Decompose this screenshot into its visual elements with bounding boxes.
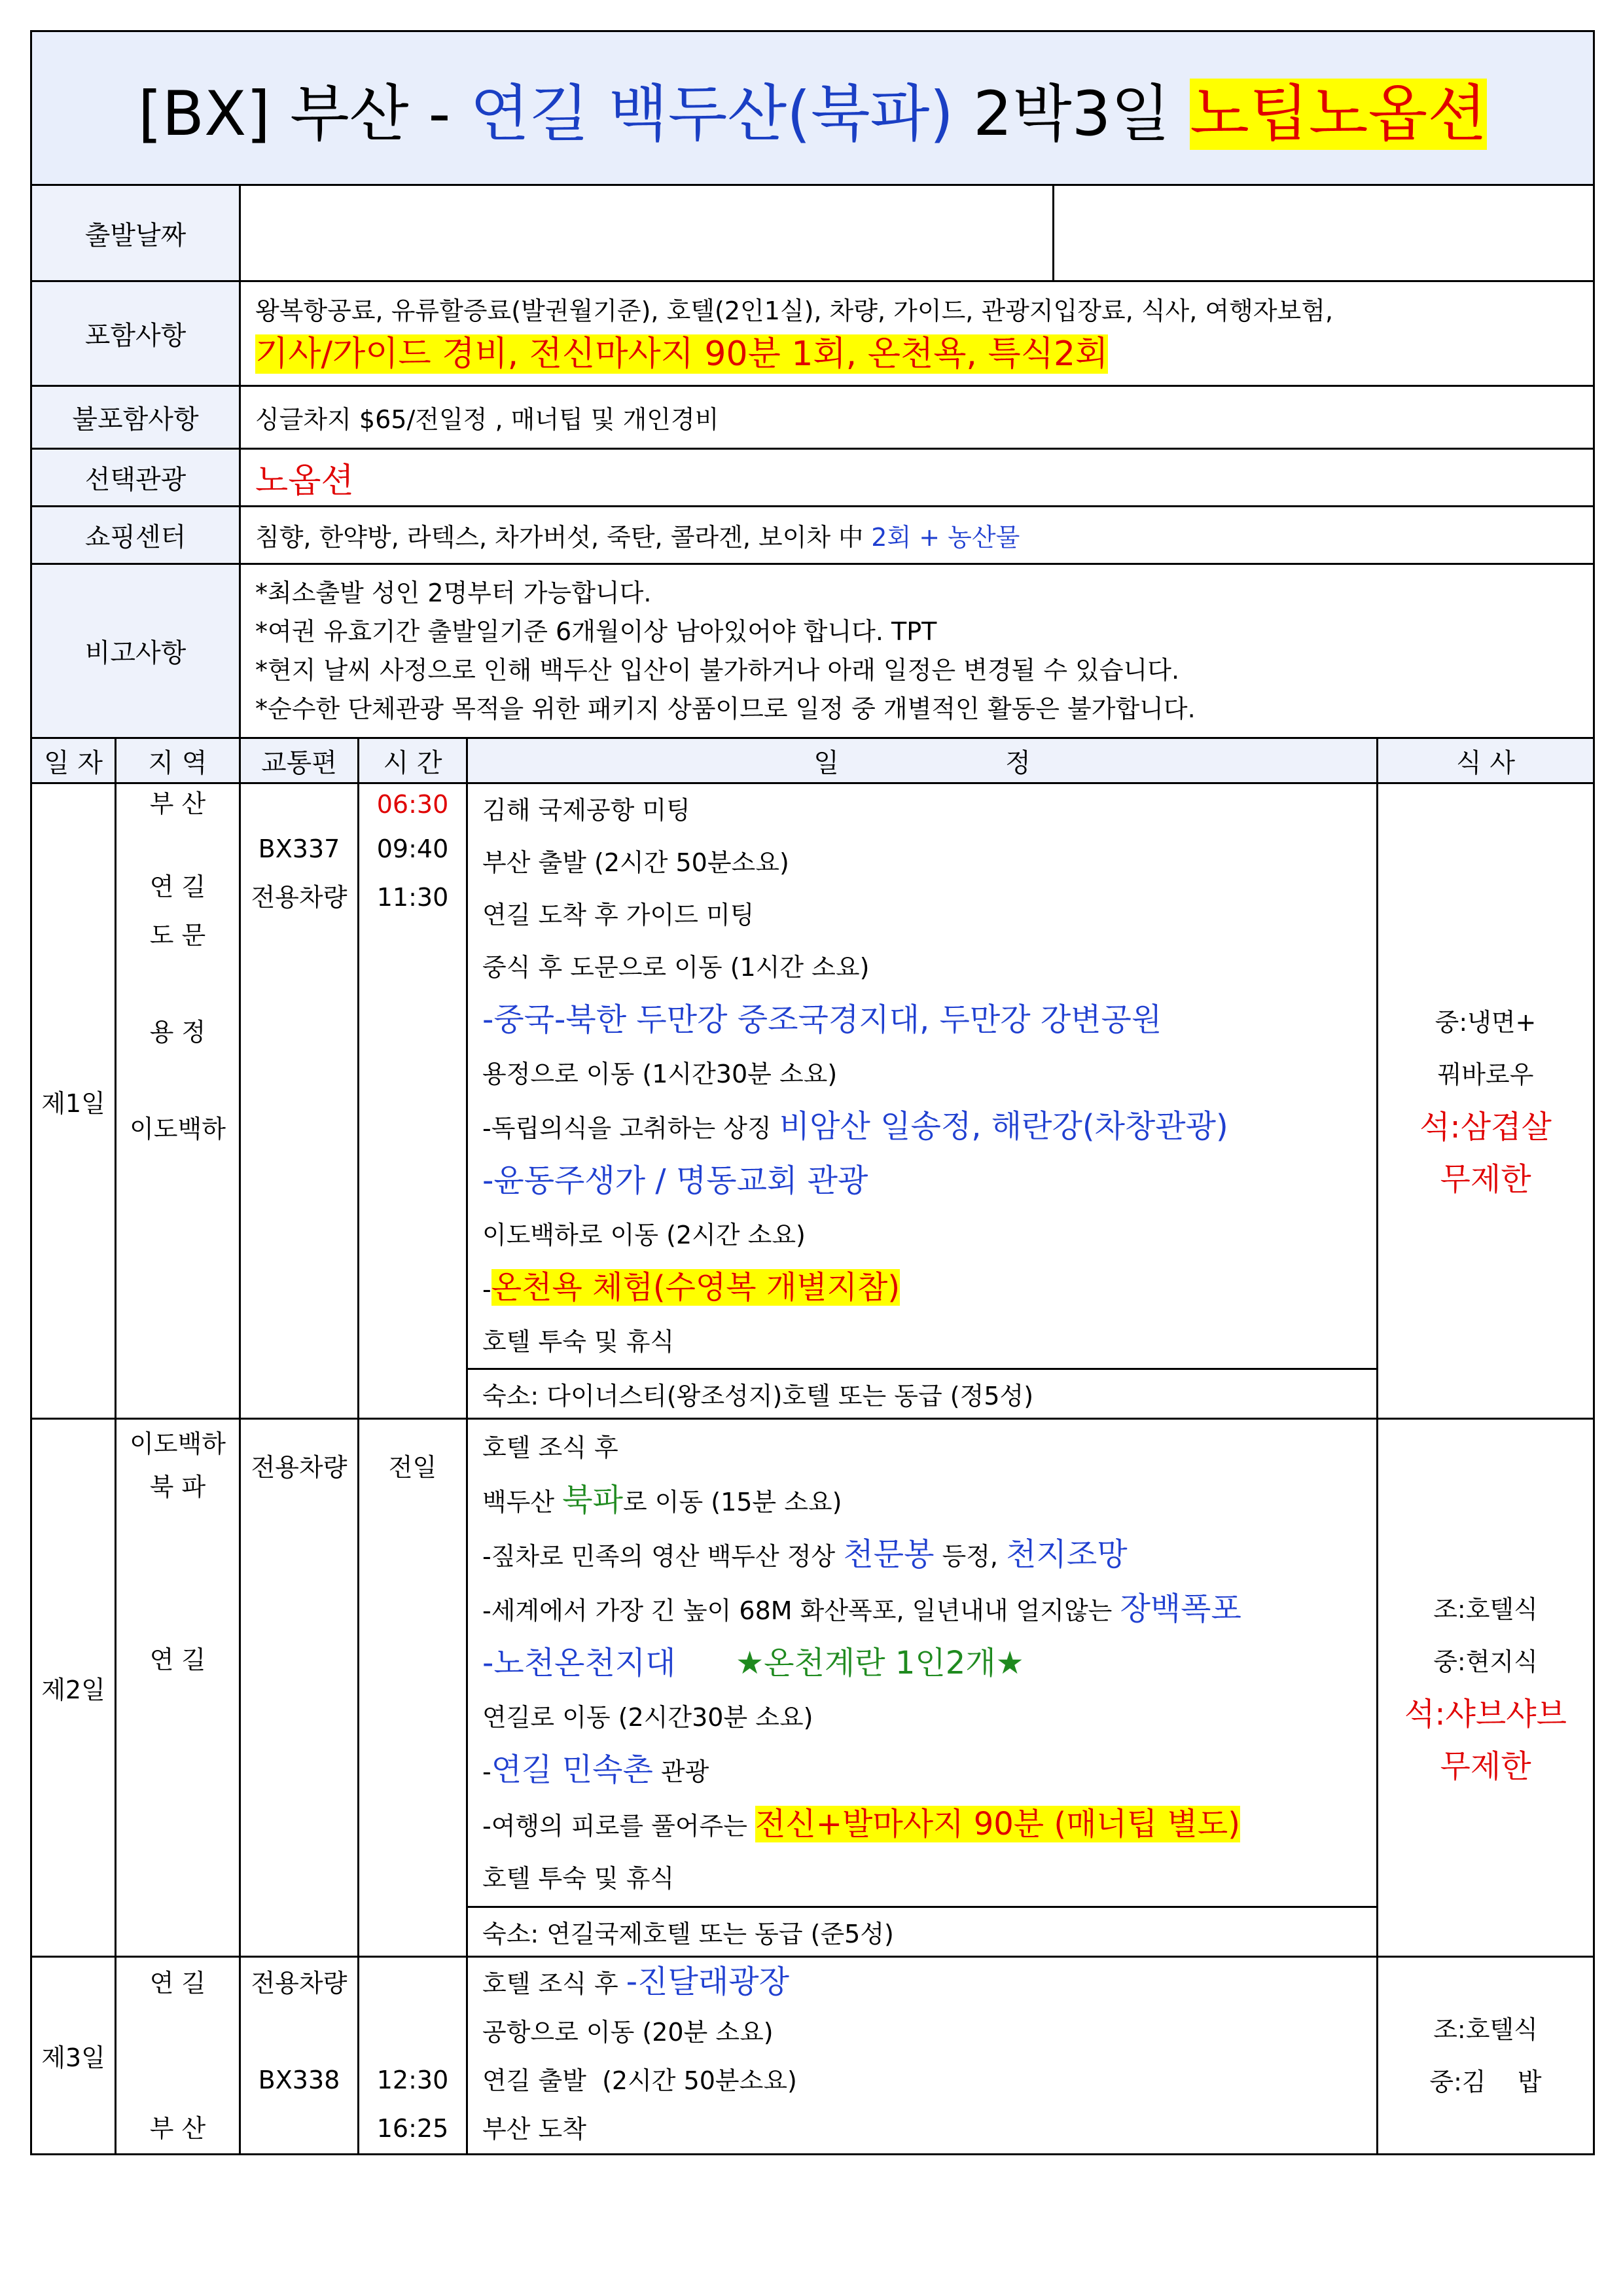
itinerary-document <box>30 30 1593 2155</box>
meal-item: 꿔바로우 <box>1437 1060 1534 1089</box>
itinerary-line <box>482 2105 1376 2153</box>
itinerary-text: -독립의식을 고취하는 상징 <box>482 1114 779 1143</box>
departure-extra-cell[interactable] <box>1054 185 1594 281</box>
itinerary-text: 온천욕 체험(수영복 개별지참) <box>491 1269 901 1306</box>
itinerary-text: -노천온천지대 <box>482 1644 676 1681</box>
day2-transport <box>240 1419 359 1957</box>
itinerary-line <box>482 1048 1376 1100</box>
itinerary-line <box>482 784 1376 836</box>
header-transport: 교통편 <box>240 738 359 783</box>
itinerary-text: 관광 <box>652 1757 709 1786</box>
region-item: 이도백하 <box>130 1115 226 1143</box>
region-item <box>116 2056 239 2104</box>
itinerary-text: 중식 후 도문으로 이동 (1시간 소요) <box>482 953 870 982</box>
itinerary-text: 전신+발마사지 90분 (매너팁 별도) <box>755 1805 1240 1842</box>
shopping-value <box>240 507 1594 564</box>
itinerary-text: 이도백하로 이동 (2시간 소요) <box>482 1221 806 1249</box>
itinerary-line <box>482 1852 1376 1905</box>
itinerary-line <box>482 1100 1376 1155</box>
header-day: 일 자 <box>31 738 116 783</box>
itinerary-text: ★온천계란 1인2개★ <box>675 1644 1024 1681</box>
itinerary-text: 용정으로 이동 (1시간30분 소요) <box>482 1060 838 1088</box>
itinerary-text: - <box>482 1275 491 1304</box>
shopping-list: 침향, 한약방, 라텍스, 차가버섯, 죽탄, 콜라겐, 보이차 中 <box>255 523 872 552</box>
time-item <box>359 2007 466 2056</box>
itinerary-line <box>482 1155 1376 1209</box>
region-item: 북 파 <box>149 1473 206 1501</box>
itinerary-text: 북파 <box>562 1481 623 1518</box>
itinerary-text: -윤동주생가 / 명동교회 관광 <box>482 1162 868 1199</box>
remarks-value <box>240 564 1594 738</box>
time-item: 12:30 <box>376 2065 449 2094</box>
itinerary-text: 부산 출발 (2시간 50분소요) <box>482 848 789 877</box>
itinerary-text: 비암산 일송정, 해란강(차창관광) <box>779 1108 1228 1145</box>
remark-line: *현지 날씨 사정으로 인해 백두산 입산이 불가하거나 아래 일정은 변경될 수 있습니다. <box>255 655 1180 685</box>
time-item: 06:30 <box>376 790 449 819</box>
optional-value: 노옵션 <box>240 449 1594 507</box>
day1-transport <box>240 783 359 1419</box>
itinerary-line <box>482 1261 1376 1316</box>
itinerary-line <box>482 941 1376 994</box>
itinerary-text: -세계에서 가장 긴 높이 68M 화산폭포, 일년내내 얼지않는 <box>482 1596 1120 1625</box>
transport-item <box>241 784 357 825</box>
included-label: 포함사항 <box>31 281 240 386</box>
transport-item: 전용차량 <box>251 1968 348 1998</box>
itinerary-text: 천지조망 <box>1006 1535 1128 1573</box>
optional-label: 선택관광 <box>31 449 240 507</box>
itinerary-text: 등정, <box>934 1541 1007 1571</box>
time-item: 09:40 <box>376 834 449 863</box>
region-item: 도 문 <box>149 921 206 950</box>
itinerary-line <box>482 1316 1376 1368</box>
meal-item: 조:호텔식 <box>1433 1594 1538 1624</box>
itinerary-text: 백두산 <box>482 1487 563 1516</box>
itinerary-text: -짚차로 민족의 영산 백두산 정상 <box>482 1541 844 1571</box>
itinerary-text: 공항으로 이동 (20분 소요) <box>482 2018 774 2047</box>
departure-label: 출발날짜 <box>31 185 240 281</box>
day3-regions <box>116 1957 240 2155</box>
day1-row <box>31 783 1594 1369</box>
itinerary-line <box>482 889 1376 941</box>
meal-item: 중:현지식 <box>1433 1647 1538 1676</box>
itinerary-text: 호텔 투숙 및 휴식 <box>482 1863 675 1893</box>
itinerary-line <box>482 1422 1376 1474</box>
itinerary-line <box>482 994 1376 1048</box>
itinerary-text: 호텔 조식 후 <box>482 1969 626 1998</box>
day1-regions <box>116 783 240 1419</box>
day2-regions <box>116 1419 240 1957</box>
included-line2: 기사/가이드 경비, 전신마사지 90분 1회, 온천욕, 특식2회 <box>255 334 1109 374</box>
excluded-label: 불포함사항 <box>31 386 240 449</box>
day2-itinerary <box>467 1419 1378 1907</box>
header-meal: 식 사 <box>1378 738 1594 783</box>
itinerary-line <box>482 1528 1376 1583</box>
region-item <box>116 1552 239 1595</box>
remarks-label: 비고사항 <box>31 564 240 738</box>
itinerary-text: - <box>482 1757 491 1786</box>
meal-item: 조:호텔식 <box>1433 2015 1538 2044</box>
header-itinerary: 일 정 <box>467 738 1378 783</box>
itinerary-line <box>482 1209 1376 1261</box>
itinerary-table <box>30 30 1595 2155</box>
itinerary-line <box>482 836 1376 889</box>
region-item: 부 산 <box>149 789 206 818</box>
day3-row <box>31 1957 1594 2155</box>
day3-meals <box>1378 1957 1594 2155</box>
itinerary-line <box>482 1744 1376 1798</box>
itinerary-text: 연길 도착 후 가이드 미팅 <box>482 901 755 929</box>
transport-item: 전용차량 <box>251 1453 348 1482</box>
itinerary-text: 로 이동 (15분 소요) <box>622 1487 842 1516</box>
itinerary-line <box>482 2008 1376 2056</box>
title-duration: 2박3일 <box>954 78 1190 150</box>
day3-times <box>359 1957 467 2155</box>
transport-item <box>241 2104 357 2153</box>
header-time: 시 간 <box>359 738 467 783</box>
time-item: 11:30 <box>376 883 449 912</box>
itinerary-line <box>482 1798 1376 1852</box>
day1-hotel: 숙소: 다이너스티(왕조성지)호텔 또는 동급 (정5성) <box>467 1369 1378 1419</box>
day3-itinerary <box>467 1957 1378 2155</box>
title-prefix: [BX] 부산 - <box>137 78 471 150</box>
day3-label: 제3일 <box>31 1957 116 2155</box>
itinerary-line <box>482 1958 1376 2008</box>
region-item <box>116 1056 239 1105</box>
itinerary-text: 부산 도착 <box>482 2115 586 2144</box>
schedule-header <box>31 738 1594 783</box>
itinerary-line <box>482 1637 1376 1691</box>
day2-meals <box>1378 1419 1594 1957</box>
day1-meals <box>1378 783 1594 1419</box>
region-item <box>116 2007 239 2056</box>
time-item <box>359 1959 466 2007</box>
remark-line: *여권 유효기간 출발일기준 6개월이상 남아있어야 합니다. TPT <box>255 617 937 646</box>
itinerary-text: 김해 국제공항 미팅 <box>482 796 690 825</box>
region-item: 용 정 <box>149 1018 206 1047</box>
itinerary-text: -여행의 피로를 풀어주는 <box>482 1811 756 1840</box>
header-region: 지 역 <box>116 738 240 783</box>
itinerary-text: 장백폭포 <box>1120 1590 1241 1627</box>
day2-times <box>359 1419 467 1957</box>
itinerary-text: 연길 출발 (2시간 50분소요) <box>482 2066 797 2095</box>
transport-item: 전용차량 <box>251 883 348 912</box>
day2-hotel: 숙소: 연길국제호텔 또는 동급 (준5성) <box>467 1907 1378 1957</box>
region-item: 이도백하 <box>130 1429 226 1458</box>
time-item: 전일 <box>388 1453 437 1482</box>
day1-itinerary <box>467 783 1378 1369</box>
included-line1: 왕복항공료, 유류할증료(발권월기준), 호텔(2인1실), 차량, 가이드, 관광지입장료, 식사, 여행자보험, <box>255 296 1334 325</box>
itinerary-text: -진달래광장 <box>626 1964 789 2000</box>
meal-item: 무제한 <box>1440 1748 1531 1785</box>
itinerary-text: -중국-북한 두만강 중조국경지대, 두만강 강변공원 <box>482 1001 1162 1038</box>
region-item: 부 산 <box>149 2113 206 2143</box>
region-item <box>116 1595 239 1638</box>
transport-item: BX337 <box>258 834 340 863</box>
shopping-count: 2회 + 농산물 <box>871 523 1020 552</box>
document-title <box>31 31 1594 185</box>
region-item: 연 길 <box>149 1645 206 1674</box>
region-item <box>116 1509 239 1552</box>
day2-row <box>31 1419 1594 1907</box>
itinerary-text: 연길로 이동 (2시간30분 소요) <box>482 1702 813 1732</box>
time-item: 16:25 <box>376 2113 449 2143</box>
meal-item: 중:김 밥 <box>1429 2067 1542 2096</box>
remark-line: *순수한 단체관광 목적을 위한 패키지 상품이므로 일정 중 개별적인 활동은 불가합니다. <box>255 694 1196 723</box>
region-item <box>116 823 239 863</box>
itinerary-text: 천문봉 <box>843 1535 935 1573</box>
title-highlight: 노팁노옵션 <box>1190 78 1488 150</box>
meal-item: 석:샤브샤브 <box>1404 1695 1567 1732</box>
title-destination: 연길 백두산(북파) <box>470 78 954 150</box>
shopping-label: 쇼핑센터 <box>31 507 240 564</box>
transport-item <box>241 2007 357 2056</box>
day1-times <box>359 783 467 1419</box>
meal-item: 중:냉면+ <box>1435 1008 1537 1037</box>
itinerary-line <box>482 2056 1376 2105</box>
departure-date-cell[interactable] <box>240 185 1054 281</box>
meal-item: 석:삼겹살 <box>1419 1109 1552 1145</box>
itinerary-text: 연길 민속촌 <box>491 1751 653 1788</box>
itinerary-line <box>482 1691 1376 1744</box>
itinerary-text: 호텔 투숙 및 휴식 <box>482 1327 675 1356</box>
transport-item: BX338 <box>258 2065 340 2094</box>
included-value <box>240 281 1594 386</box>
region-item: 연 길 <box>149 1968 206 1998</box>
region-item: 연 길 <box>149 872 206 901</box>
itinerary-line <box>482 1583 1376 1637</box>
day3-transport <box>240 1957 359 2155</box>
itinerary-text: 호텔 조식 후 <box>482 1433 618 1462</box>
meal-item: 무제한 <box>1440 1161 1531 1198</box>
remark-line: *최소출발 성인 2명부터 가능합니다. <box>255 578 652 607</box>
excluded-value: 싱글차지 $65/전일정 , 매너팁 및 개인경비 <box>240 386 1594 449</box>
region-item <box>116 960 239 1008</box>
itinerary-line <box>482 1474 1376 1528</box>
day2-label: 제2일 <box>31 1419 116 1957</box>
day1-label: 제1일 <box>31 783 116 1419</box>
